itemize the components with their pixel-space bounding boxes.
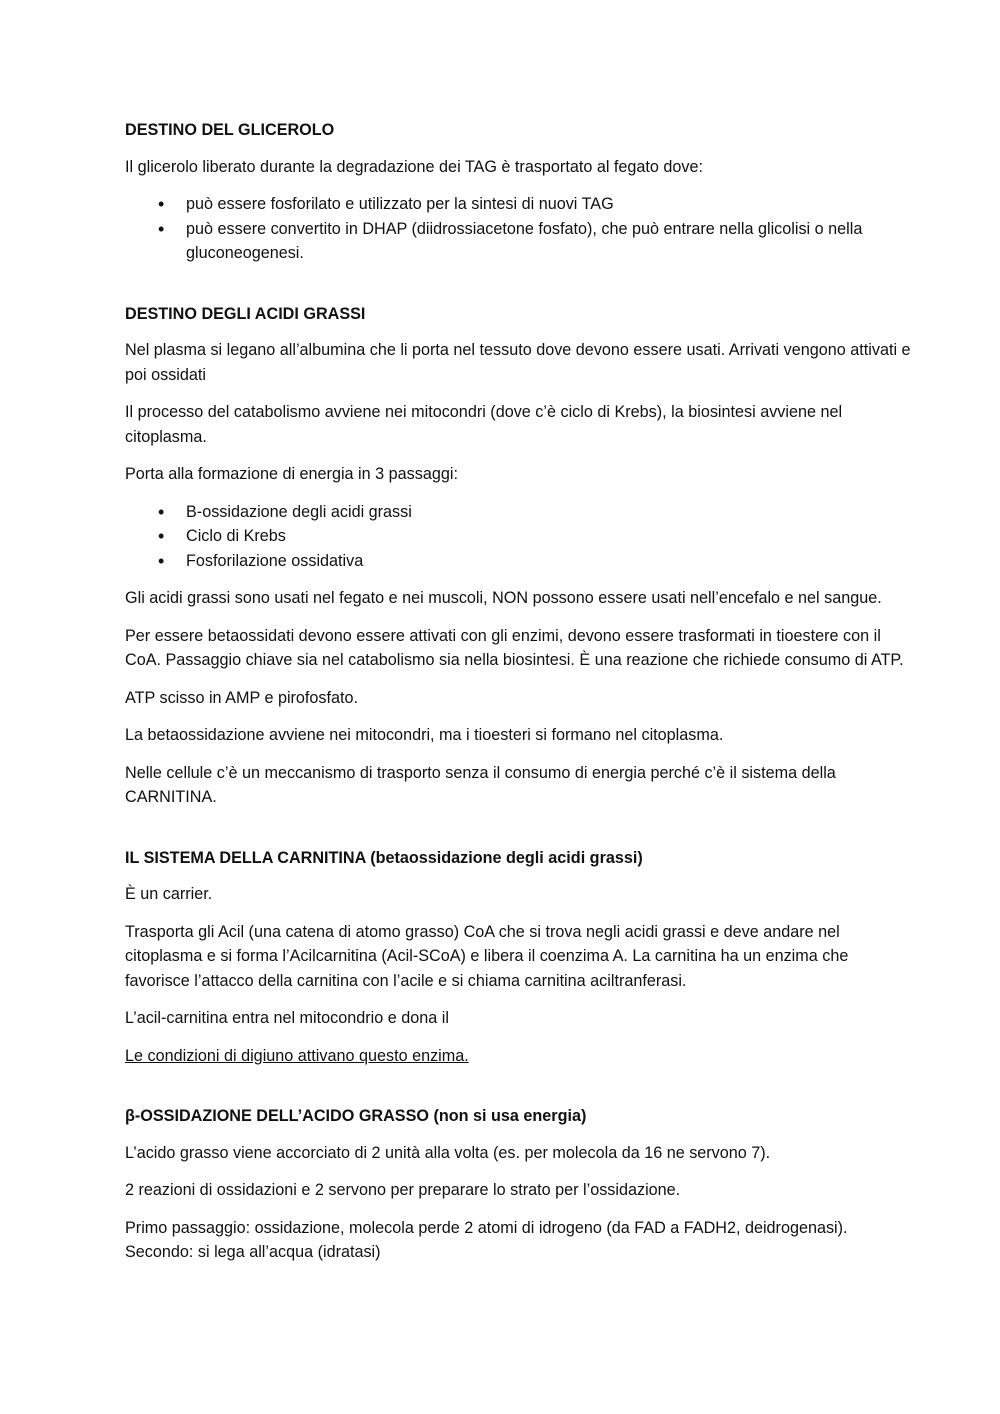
paragraph: Porta alla formazione di energia in 3 passaggi: bbox=[125, 465, 458, 483]
paragraph: È un carrier. bbox=[125, 885, 213, 903]
paragraph: Gli acidi grassi sono usati nel fegato e nei muscoli, NON possono essere usati nell’encefalo e nel sangue. bbox=[125, 589, 882, 607]
bullet-list bbox=[125, 500, 915, 574]
list-item: • può essere fosforilato e utilizzato per la sintesi di nuovi TAG bbox=[186, 192, 915, 217]
list-item: • può essere convertito in DHAP (diidrossiacetone fosfato), che può entrare nella glicolisi o nella gluconeogenesi. bbox=[186, 217, 915, 266]
document-page bbox=[125, 118, 915, 1265]
heading-destino-glicerolo: DESTINO DEL GLICEROLO bbox=[125, 121, 335, 139]
paragraph: Trasporta gli Acil (una catena di atomo grasso) CoA che si trova negli acidi grassi e deve andare nel citoplasma e si forma l’Acilcarnitina (Acil-SCoA) e libera il coenzima A. La carnitina ha un enzima che favorisce l’attacco della carnitina con l’acile e si chiama carnitina aciltranferasi. bbox=[125, 922, 849, 990]
paragraph: Nelle cellule c’è un meccanismo di trasporto senza il consumo di energia perché c’è il sistema della CARNITINA. bbox=[125, 763, 836, 806]
bullet-list bbox=[125, 192, 915, 266]
paragraph: ATP scisso in AMP e pirofosfato. bbox=[125, 688, 359, 707]
paragraph: Nel plasma si legano all’albumina che li porta nel tessuto dove devono essere usati. Arrivati vengono attivati e poi ossidati bbox=[125, 341, 911, 384]
paragraph: Per essere betaossidati devono essere attivati con gli enzimi, devono essere trasformati in tioestere con il CoA. Passaggio chiave sia nel catabolismo sia nella biosintesi. È una reazione che richiede consumo di ATP. bbox=[125, 626, 904, 669]
paragraph-line: Primo passaggio: ossidazione, molecola perde 2 atomi di idrogeno (da FAD a FADH2, deidrogenasi). bbox=[125, 1218, 848, 1237]
heading-destino-acidi-grassi: DESTINO DEGLI ACIDI GRASSI bbox=[125, 304, 366, 323]
list-item: • B-ossidazione degli acidi grassi bbox=[186, 500, 915, 525]
paragraph: 2 reazioni di ossidazioni e 2 servono per preparare lo strato per l’ossidazione. bbox=[125, 1181, 681, 1199]
paragraph: L’acido grasso viene accorciato di 2 unità alla volta (es. per molecola da 16 ne servono 7). bbox=[125, 1143, 771, 1162]
paragraph: Il processo del catabolismo avviene nei mitocondri (dove c’è ciclo di Krebs), la biosintesi avviene nel citoplasma. bbox=[125, 403, 843, 446]
paragraph bbox=[125, 1216, 915, 1265]
heading-sistema-carnitina: IL SISTEMA DELLA CARNITINA (betaossidazione degli acidi grassi) bbox=[125, 848, 643, 867]
paragraph: L’acil-carnitina entra nel mitocondrio e dona il bbox=[125, 1009, 449, 1027]
heading-beta-ossidazione: β-OSSIDAZIONE DELL’ACIDO GRASSO (non si usa energia) bbox=[125, 1107, 587, 1125]
underlined-paragraph: Le condizioni di digiuno attivano questo enzima. bbox=[125, 1046, 469, 1065]
paragraph-line: Secondo: si lega all’acqua (idratasi) bbox=[125, 1243, 381, 1261]
list-item: • Fosforilazione ossidativa bbox=[186, 549, 915, 574]
paragraph: La betaossidazione avviene nei mitocondri, ma i tioesteri si formano nel citoplasma. bbox=[125, 726, 724, 744]
list-item: • Ciclo di Krebs bbox=[186, 524, 915, 549]
paragraph: Il glicerolo liberato durante la degradazione dei TAG è trasportato al fegato dove: bbox=[125, 157, 704, 176]
